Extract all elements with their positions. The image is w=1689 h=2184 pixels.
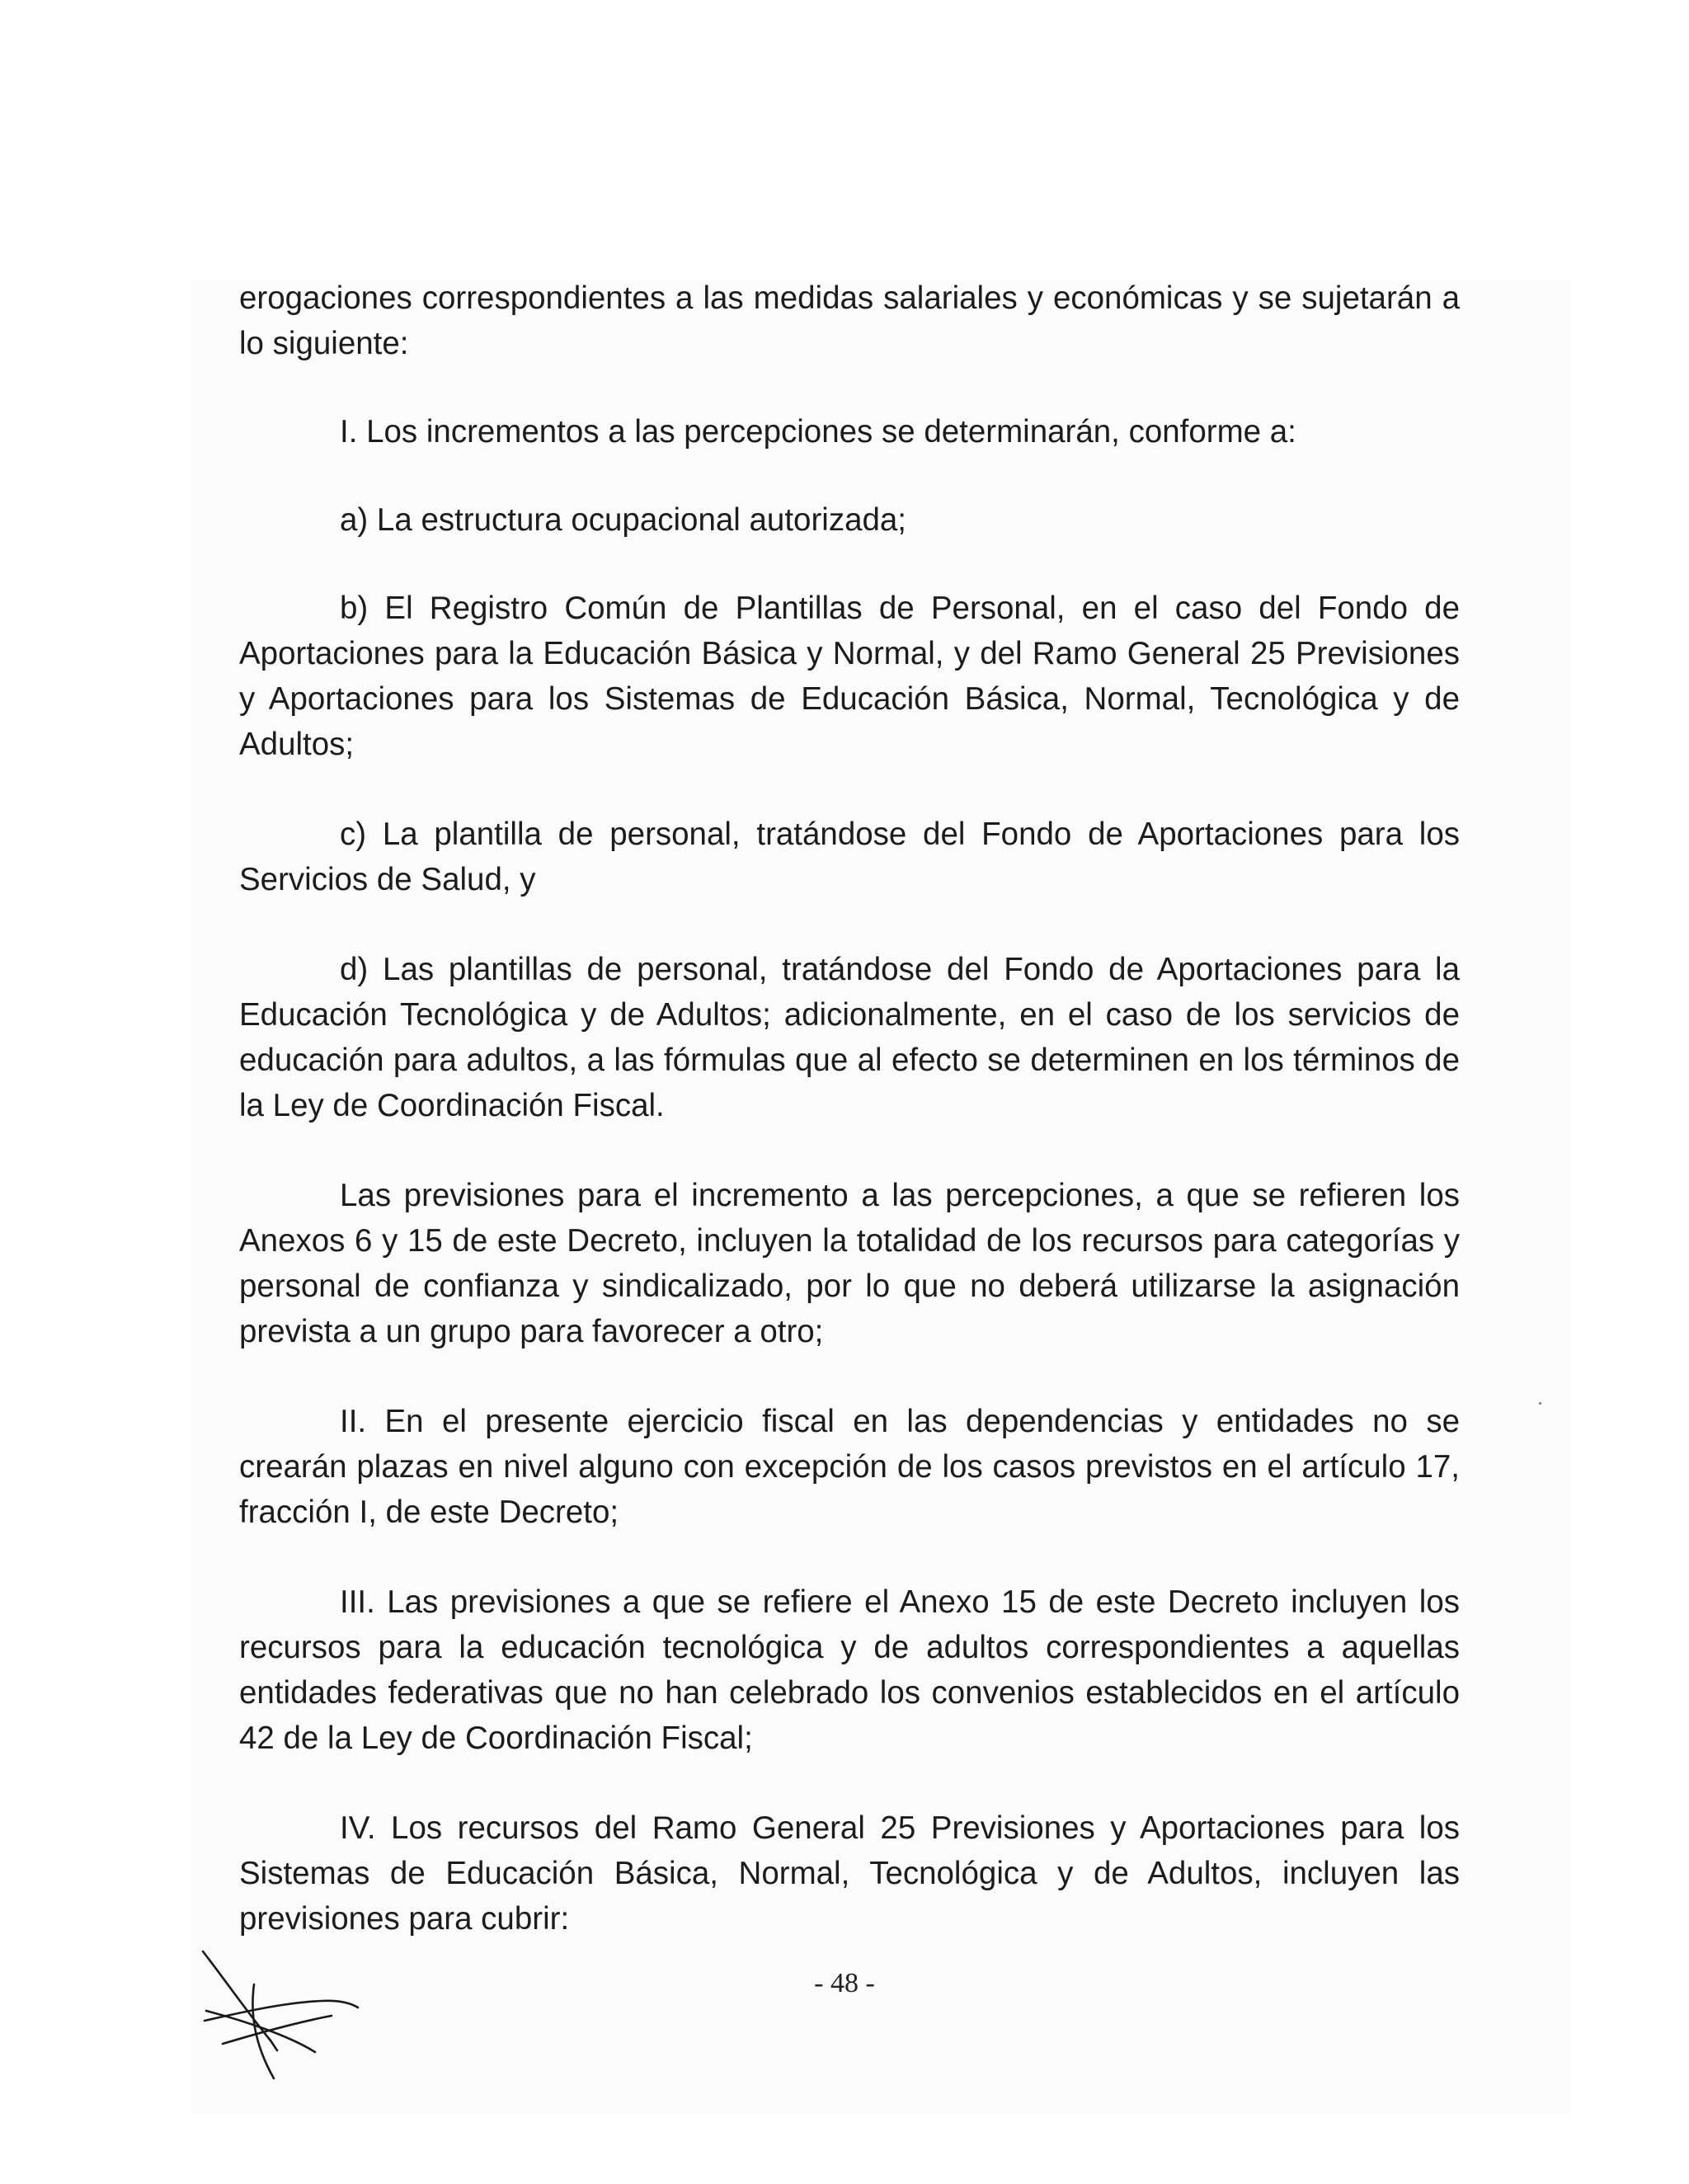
paragraph-section-iv: IV. Los recursos del Ramo General 25 Previsiones y Aportaciones para los Sistemas de Educación Básica, Normal, Tecnológica y de Adultos, incluyen las previsiones para cubrir:: [239, 1810, 1460, 1937]
paragraph-section-iii: III. Las previsiones a que se refiere el Anexo 15 de este Decreto incluyen los recursos para la educación tecnológica y de adultos correspondientes a aquellas entidades federativas que no han celebrado los convenios establecidos en el artículo 42 de la Ley de Coordinación Fiscal;: [239, 1584, 1460, 1756]
paragraph-section-i: I. Los incrementos a las percepciones se determinarán, conforme a:: [340, 414, 1296, 450]
paragraph-section-ii: II. En el presente ejercicio fiscal en las dependencias y entidades no se crearán plazas en nivel alguno con excepción de los casos previstos en el artículo 17, fracción I, de este Decreto;: [239, 1404, 1460, 1530]
paragraph-item-d: d) Las plantillas de personal, tratándose del Fondo de Aportaciones para la Educación Tecnológica y de Adultos; adicionalmente, en el caso de los servicios de educación para adultos, a las fórmulas que al efecto se determinen en los términos de la Ley de Coordinación Fiscal.: [239, 952, 1460, 1123]
scan-speck: [1539, 1402, 1541, 1405]
paragraph-item-b: b) El Registro Común de Plantillas de Personal, en el caso del Fondo de Aportaciones para la Educación Básica y Normal, y del Ramo General 25 Previsiones y Aportaciones para los Sistemas de Educación Básica, Normal, Tecnológica y de Adultos;: [239, 591, 1460, 762]
document-body: [239, 275, 1460, 1942]
paragraph-previsiones: Las previsiones para el incremento a las percepciones, a que se refieren los Anexos 6 y 15 de este Decreto, incluyen la totalidad de los recursos para categorías y personal de confianza y sindicalizado, por lo que no deberá utilizarse la asignación prevista a un grupo para favorecer a otro;: [239, 1178, 1460, 1349]
handwritten-signature: [198, 1948, 363, 2088]
paragraph-item-a: a) La estructura ocupacional autorizada;: [340, 502, 907, 538]
page-number: - 48 -: [814, 1968, 875, 1998]
paragraph-item-c: c) La plantilla de personal, tratándose del Fondo de Aportaciones para los Servicios de Salud, y: [239, 817, 1460, 897]
paragraph-intro: erogaciones correspondientes a las medidas salariales y económicas y se sujetarán a lo siguiente:: [239, 280, 1460, 361]
